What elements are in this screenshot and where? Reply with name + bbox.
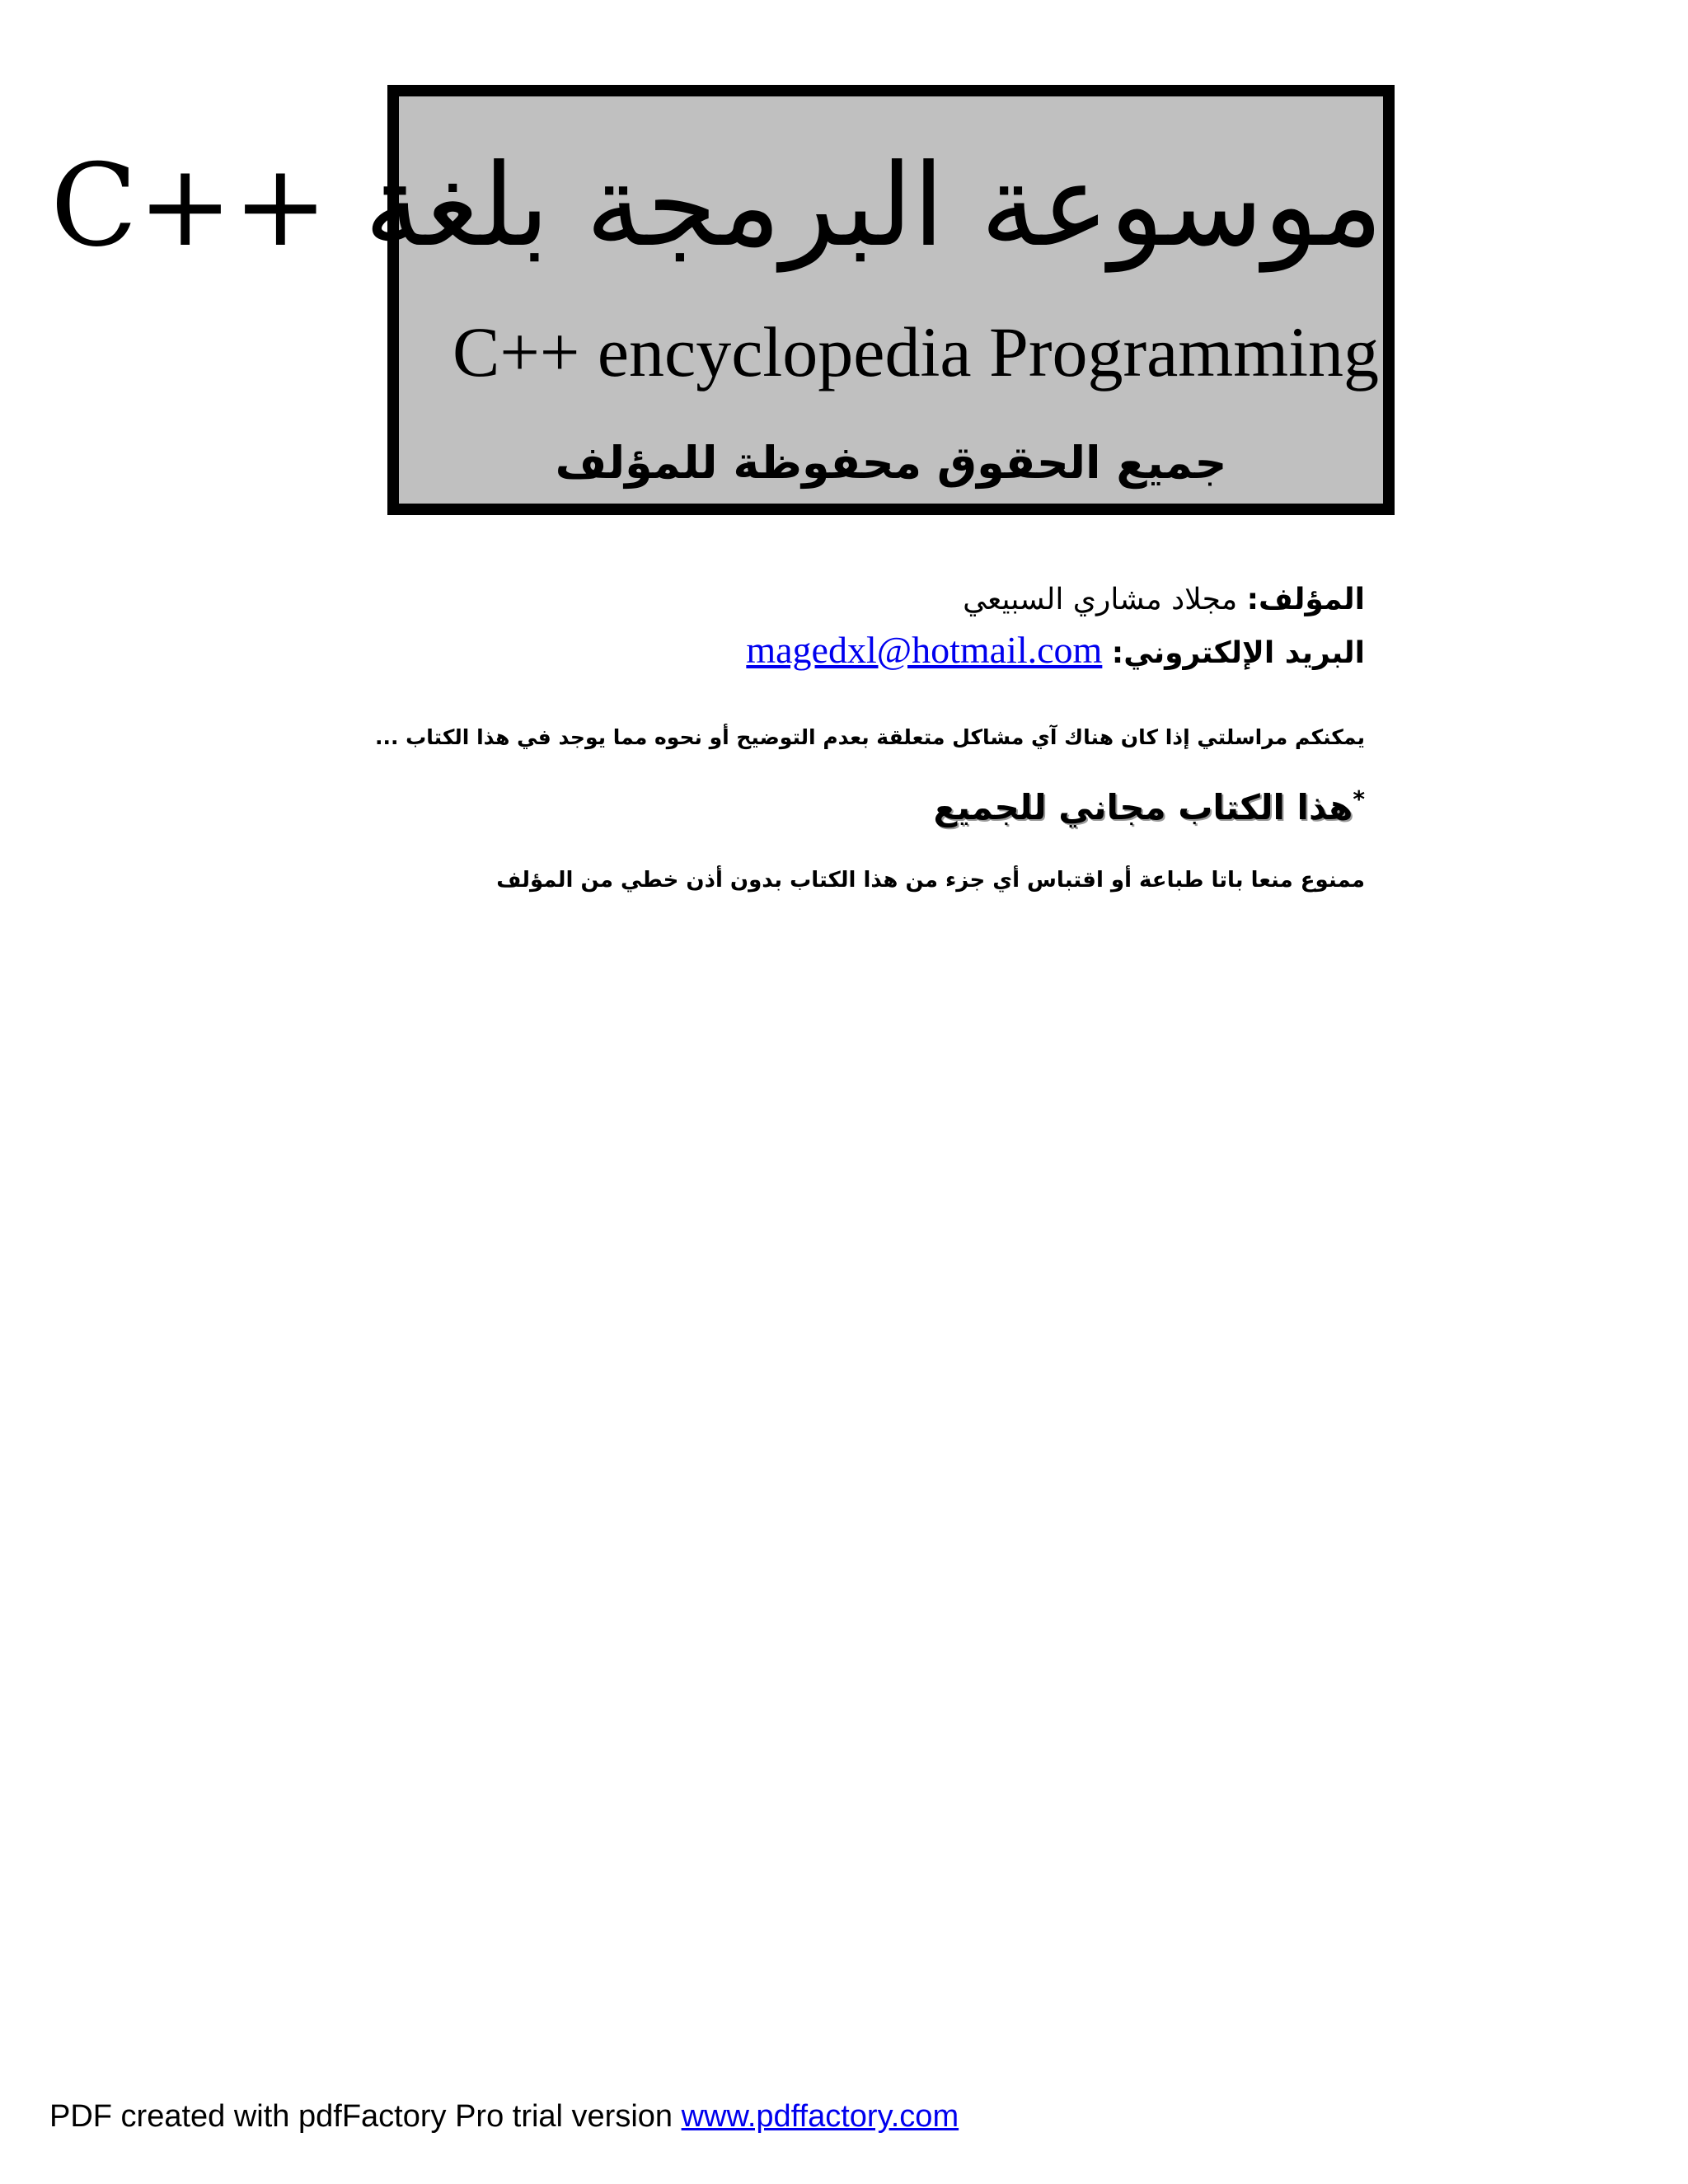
free-note: هذا الكتاب مجاني للجميع xyxy=(933,787,1353,827)
arabic-title: موسوعة البرمجة بلغة ++C xyxy=(50,139,1383,272)
rights-statement: جميع الحقوق محفوظة للمؤلف xyxy=(555,437,1227,489)
email-label: البريد الإلكتروني: xyxy=(1111,636,1365,670)
footer-text: PDF created with pdfFactory Pro trial version xyxy=(49,2099,682,2134)
english-title: C++ encyclopedia Programming xyxy=(452,312,1379,391)
footer-link[interactable]: www.pdffactory.com xyxy=(681,2099,959,2134)
title-box xyxy=(50,85,1395,515)
author-name: مجلاد مشاري السبيعي xyxy=(963,583,1238,616)
email-line xyxy=(293,625,1365,676)
pdf-footer xyxy=(49,2093,959,2139)
email-link[interactable]: magedxl@hotmail.com xyxy=(746,629,1103,671)
author-label: المؤلف: xyxy=(1246,583,1365,616)
free-note-star: * xyxy=(1353,785,1365,813)
free-note-line xyxy=(293,775,1365,827)
contact-note: يمكنكم مراسلتي إذا كان هناك آي مشاكل متعلقة بعدم التوضيح أو نحوه مما يوجد في هذا الكتاب ... xyxy=(374,725,1365,749)
author-line xyxy=(293,577,1365,623)
forbid-note: ممنوع منعا باتا طباعة أو اقتباس أي جزء من هذا الكتاب بدون أذن خطي من المؤلف xyxy=(496,868,1365,893)
